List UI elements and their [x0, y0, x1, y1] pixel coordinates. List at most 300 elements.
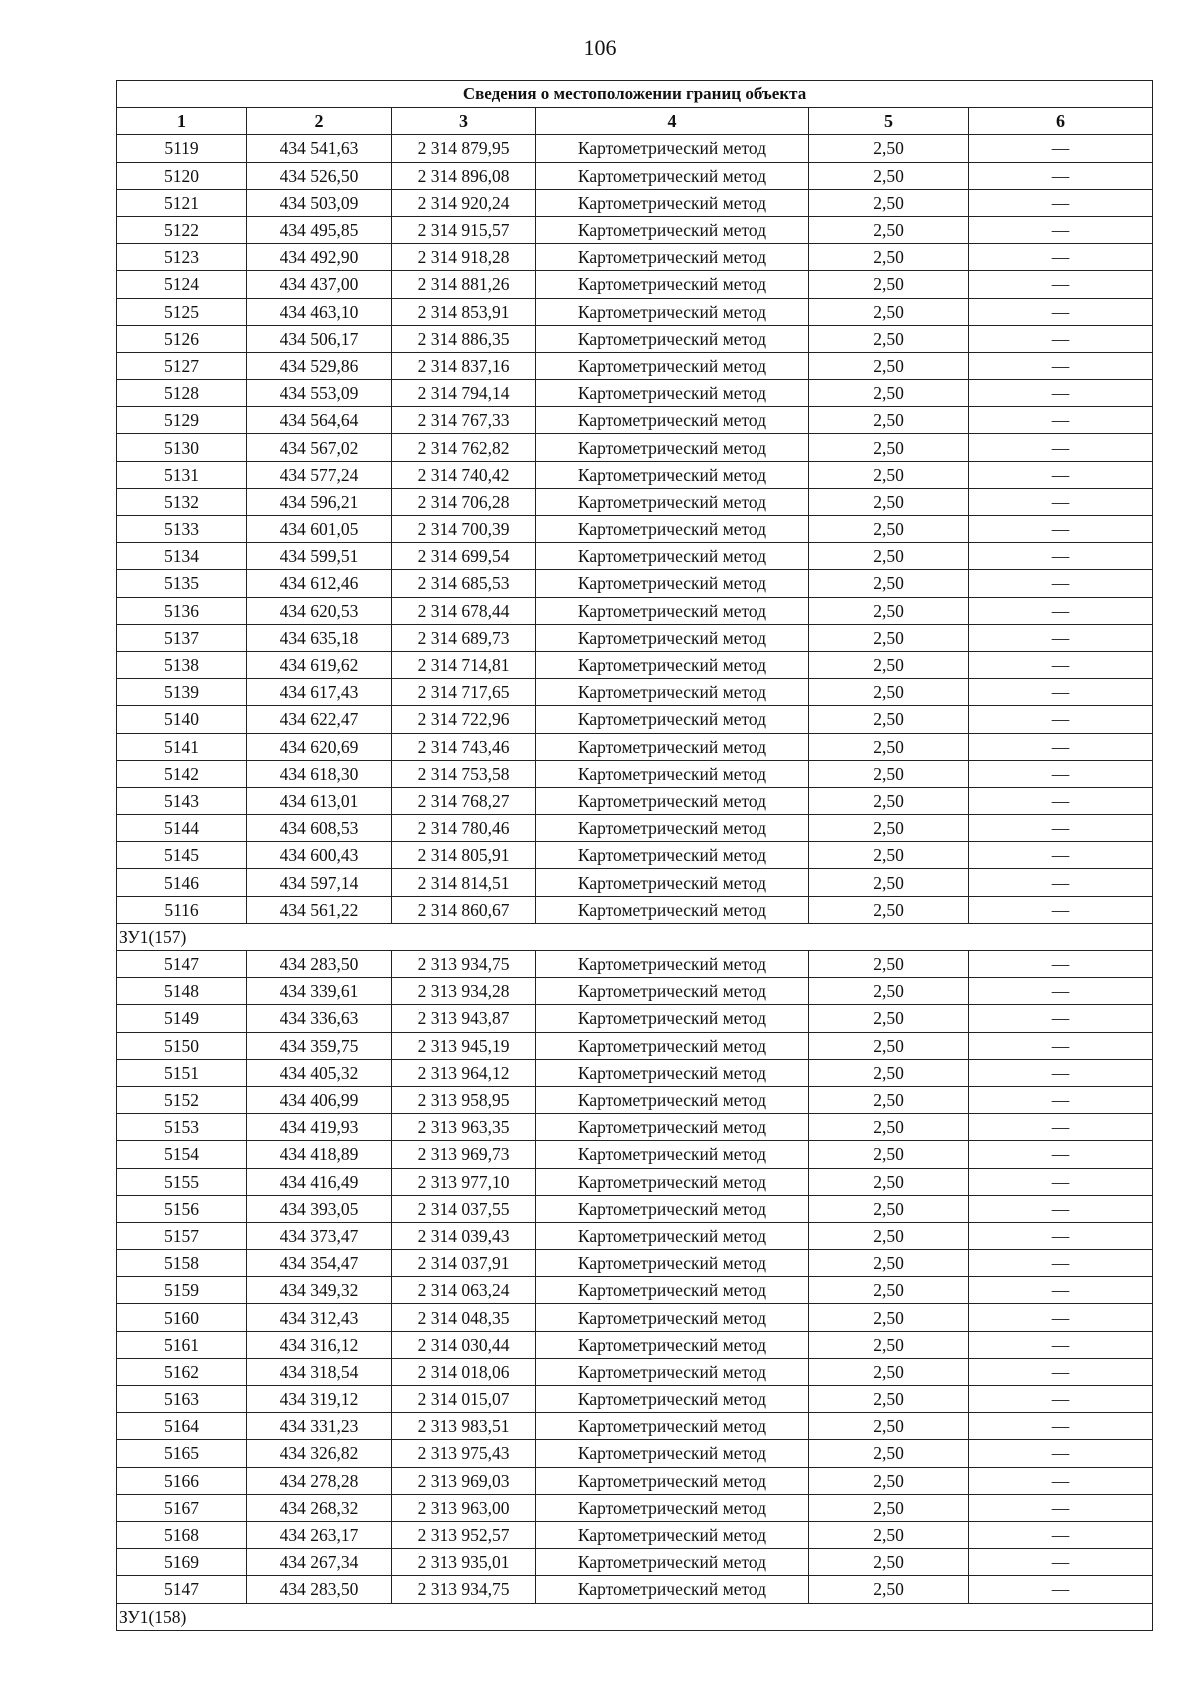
y-coordinate-cell: 2 314 753,58 [392, 760, 536, 787]
y-coordinate-cell: 2 314 814,51 [392, 869, 536, 896]
description-cell: — [969, 298, 1153, 325]
description-cell: — [969, 760, 1153, 787]
description-cell: — [969, 543, 1153, 570]
accuracy-cell: 2,50 [809, 1494, 969, 1521]
y-coordinate-cell: 2 313 969,03 [392, 1467, 536, 1494]
description-cell: — [969, 1005, 1153, 1032]
accuracy-cell: 2,50 [809, 543, 969, 570]
table-row [117, 896, 1153, 923]
accuracy-cell: 2,50 [809, 380, 969, 407]
accuracy-cell: 2,50 [809, 760, 969, 787]
y-coordinate-cell: 2 314 767,33 [392, 407, 536, 434]
y-coordinate-cell: 2 314 037,91 [392, 1250, 536, 1277]
y-coordinate-cell: 2 314 063,24 [392, 1277, 536, 1304]
y-coordinate-cell: 2 314 037,55 [392, 1195, 536, 1222]
x-coordinate-cell: 434 613,01 [247, 787, 392, 814]
y-coordinate-cell: 2 314 915,57 [392, 216, 536, 243]
point-number-cell: 5144 [117, 815, 247, 842]
point-number-cell: 5163 [117, 1386, 247, 1413]
table-row [117, 842, 1153, 869]
x-coordinate-cell: 434 597,14 [247, 869, 392, 896]
description-cell: — [969, 516, 1153, 543]
table-row [117, 461, 1153, 488]
y-coordinate-cell: 2 313 977,10 [392, 1168, 536, 1195]
point-number-cell: 5151 [117, 1059, 247, 1086]
description-cell: — [969, 733, 1153, 760]
description-cell: — [969, 1086, 1153, 1113]
point-number-cell: 5147 [117, 951, 247, 978]
x-coordinate-cell: 434 541,63 [247, 135, 392, 162]
point-number-cell: 5148 [117, 978, 247, 1005]
description-cell: — [969, 244, 1153, 271]
accuracy-cell: 2,50 [809, 1059, 969, 1086]
method-cell: Картометрический метод [536, 651, 809, 678]
method-cell: Картометрический метод [536, 1168, 809, 1195]
method-cell: Картометрический метод [536, 352, 809, 379]
accuracy-cell: 2,50 [809, 1386, 969, 1413]
method-cell: Картометрический метод [536, 951, 809, 978]
y-coordinate-cell: 2 314 700,39 [392, 516, 536, 543]
accuracy-cell: 2,50 [809, 162, 969, 189]
method-cell: Картометрический метод [536, 488, 809, 515]
x-coordinate-cell: 434 373,47 [247, 1222, 392, 1249]
table-row [117, 1086, 1153, 1113]
table-row [117, 271, 1153, 298]
section-label-row [117, 923, 1153, 950]
method-cell: Картометрический метод [536, 624, 809, 651]
y-coordinate-cell: 2 313 964,12 [392, 1059, 536, 1086]
description-cell: — [969, 978, 1153, 1005]
accuracy-cell: 2,50 [809, 733, 969, 760]
point-number-cell: 5134 [117, 543, 247, 570]
x-coordinate-cell: 434 263,17 [247, 1521, 392, 1548]
x-coordinate-cell: 434 612,46 [247, 570, 392, 597]
method-cell: Картометрический метод [536, 1494, 809, 1521]
description-cell: — [969, 597, 1153, 624]
x-coordinate-cell: 434 503,09 [247, 189, 392, 216]
method-cell: Картометрический метод [536, 1005, 809, 1032]
description-cell: — [969, 1440, 1153, 1467]
method-cell: Картометрический метод [536, 516, 809, 543]
table-row [117, 162, 1153, 189]
accuracy-cell: 2,50 [809, 189, 969, 216]
description-cell: — [969, 380, 1153, 407]
y-coordinate-cell: 2 314 722,96 [392, 706, 536, 733]
y-coordinate-cell: 2 313 963,35 [392, 1114, 536, 1141]
accuracy-cell: 2,50 [809, 488, 969, 515]
point-number-cell: 5140 [117, 706, 247, 733]
table-row [117, 189, 1153, 216]
y-coordinate-cell: 2 314 780,46 [392, 815, 536, 842]
table-row [117, 1168, 1153, 1195]
x-coordinate-cell: 434 319,12 [247, 1386, 392, 1413]
y-coordinate-cell: 2 314 853,91 [392, 298, 536, 325]
table-row [117, 488, 1153, 515]
description-cell: — [969, 461, 1153, 488]
y-coordinate-cell: 2 313 969,73 [392, 1141, 536, 1168]
y-coordinate-cell: 2 314 896,08 [392, 162, 536, 189]
x-coordinate-cell: 434 506,17 [247, 325, 392, 352]
method-cell: Картометрический метод [536, 543, 809, 570]
point-number-cell: 5164 [117, 1413, 247, 1440]
method-cell: Картометрический метод [536, 298, 809, 325]
accuracy-cell: 2,50 [809, 706, 969, 733]
y-coordinate-cell: 2 314 699,54 [392, 543, 536, 570]
point-number-cell: 5165 [117, 1440, 247, 1467]
point-number-cell: 5141 [117, 733, 247, 760]
point-number-cell: 5146 [117, 869, 247, 896]
y-coordinate-cell: 2 313 975,43 [392, 1440, 536, 1467]
point-number-cell: 5130 [117, 434, 247, 461]
x-coordinate-cell: 434 283,50 [247, 951, 392, 978]
method-cell: Картометрический метод [536, 325, 809, 352]
method-cell: Картометрический метод [536, 1304, 809, 1331]
method-cell: Картометрический метод [536, 135, 809, 162]
point-number-cell: 5150 [117, 1032, 247, 1059]
y-coordinate-cell: 2 313 963,00 [392, 1494, 536, 1521]
accuracy-cell: 2,50 [809, 624, 969, 651]
x-coordinate-cell: 434 278,28 [247, 1467, 392, 1494]
y-coordinate-cell: 2 314 762,82 [392, 434, 536, 461]
table-row [117, 352, 1153, 379]
description-cell: — [969, 352, 1153, 379]
y-coordinate-cell: 2 314 743,46 [392, 733, 536, 760]
table-row [117, 679, 1153, 706]
y-coordinate-cell: 2 314 794,14 [392, 380, 536, 407]
y-coordinate-cell: 2 314 805,91 [392, 842, 536, 869]
x-coordinate-cell: 434 599,51 [247, 543, 392, 570]
page-number: 106 [583, 35, 617, 60]
description-cell: — [969, 869, 1153, 896]
description-cell: — [969, 1277, 1153, 1304]
y-coordinate-cell: 2 313 983,51 [392, 1413, 536, 1440]
point-number-cell: 5157 [117, 1222, 247, 1249]
point-number-cell: 5122 [117, 216, 247, 243]
accuracy-cell: 2,50 [809, 869, 969, 896]
method-cell: Картометрический метод [536, 1086, 809, 1113]
table-row [117, 1440, 1153, 1467]
description-cell: — [969, 624, 1153, 651]
y-coordinate-cell: 2 313 958,95 [392, 1086, 536, 1113]
x-coordinate-cell: 434 359,75 [247, 1032, 392, 1059]
x-coordinate-cell: 434 316,12 [247, 1331, 392, 1358]
accuracy-cell: 2,50 [809, 1168, 969, 1195]
x-coordinate-cell: 434 326,82 [247, 1440, 392, 1467]
y-coordinate-cell: 2 314 740,42 [392, 461, 536, 488]
table-row [117, 543, 1153, 570]
point-number-cell: 5161 [117, 1331, 247, 1358]
method-cell: Картометрический метод [536, 1250, 809, 1277]
point-number-cell: 5135 [117, 570, 247, 597]
x-coordinate-cell: 434 339,61 [247, 978, 392, 1005]
method-cell: Картометрический метод [536, 978, 809, 1005]
y-coordinate-cell: 2 314 048,35 [392, 1304, 536, 1331]
point-number-cell: 5145 [117, 842, 247, 869]
point-number-cell: 5129 [117, 407, 247, 434]
accuracy-cell: 2,50 [809, 135, 969, 162]
x-coordinate-cell: 434 608,53 [247, 815, 392, 842]
accuracy-cell: 2,50 [809, 434, 969, 461]
y-coordinate-cell: 2 314 685,53 [392, 570, 536, 597]
accuracy-cell: 2,50 [809, 461, 969, 488]
accuracy-cell: 2,50 [809, 1114, 969, 1141]
method-cell: Картометрический метод [536, 1576, 809, 1603]
method-cell: Картометрический метод [536, 1521, 809, 1548]
description-cell: — [969, 135, 1153, 162]
method-cell: Картометрический метод [536, 1467, 809, 1494]
table-row [117, 380, 1153, 407]
table-row [117, 244, 1153, 271]
table-row [117, 325, 1153, 352]
point-number-cell: 5169 [117, 1549, 247, 1576]
accuracy-cell: 2,50 [809, 1304, 969, 1331]
description-cell: — [969, 271, 1153, 298]
method-cell: Картометрический метод [536, 842, 809, 869]
table-row [117, 1195, 1153, 1222]
accuracy-cell: 2,50 [809, 1032, 969, 1059]
point-number-cell: 5139 [117, 679, 247, 706]
accuracy-cell: 2,50 [809, 842, 969, 869]
table-row [117, 733, 1153, 760]
accuracy-cell: 2,50 [809, 244, 969, 271]
point-number-cell: 5159 [117, 1277, 247, 1304]
table-row [117, 1386, 1153, 1413]
accuracy-cell: 2,50 [809, 1549, 969, 1576]
y-coordinate-cell: 2 313 945,19 [392, 1032, 536, 1059]
x-coordinate-cell: 434 418,89 [247, 1141, 392, 1168]
y-coordinate-cell: 2 314 689,73 [392, 624, 536, 651]
method-cell: Картометрический метод [536, 1195, 809, 1222]
description-cell: — [969, 896, 1153, 923]
description-cell: — [969, 1250, 1153, 1277]
y-coordinate-cell: 2 314 015,07 [392, 1386, 536, 1413]
y-coordinate-cell: 2 314 018,06 [392, 1358, 536, 1385]
method-cell: Картометрический метод [536, 1331, 809, 1358]
method-cell: Картометрический метод [536, 1440, 809, 1467]
point-number-cell: 5137 [117, 624, 247, 651]
point-number-cell: 5133 [117, 516, 247, 543]
x-coordinate-cell: 434 618,30 [247, 760, 392, 787]
point-number-cell: 5152 [117, 1086, 247, 1113]
accuracy-cell: 2,50 [809, 516, 969, 543]
point-number-cell: 5149 [117, 1005, 247, 1032]
y-coordinate-cell: 2 314 717,65 [392, 679, 536, 706]
description-cell: — [969, 1032, 1153, 1059]
column-header-row [117, 108, 1153, 135]
description-cell: — [969, 1494, 1153, 1521]
method-cell: Картометрический метод [536, 1222, 809, 1249]
y-coordinate-cell: 2 314 714,81 [392, 651, 536, 678]
y-coordinate-cell: 2 313 952,57 [392, 1521, 536, 1548]
table-row [117, 1114, 1153, 1141]
column-header: 1 [117, 108, 247, 135]
x-coordinate-cell: 434 354,47 [247, 1250, 392, 1277]
x-coordinate-cell: 434 419,93 [247, 1114, 392, 1141]
y-coordinate-cell: 2 314 030,44 [392, 1331, 536, 1358]
column-header: 6 [969, 108, 1153, 135]
point-number-cell: 5119 [117, 135, 247, 162]
description-cell: — [969, 1549, 1153, 1576]
accuracy-cell: 2,50 [809, 325, 969, 352]
method-cell: Картометрический метод [536, 1059, 809, 1086]
point-number-cell: 5160 [117, 1304, 247, 1331]
description-cell: — [969, 842, 1153, 869]
table-row [117, 1222, 1153, 1249]
description-cell: — [969, 815, 1153, 842]
table-row [117, 1277, 1153, 1304]
method-cell: Картометрический метод [536, 869, 809, 896]
point-number-cell: 5124 [117, 271, 247, 298]
description-cell: — [969, 1222, 1153, 1249]
y-coordinate-cell: 2 314 768,27 [392, 787, 536, 814]
table-row [117, 1549, 1153, 1576]
table-row [117, 869, 1153, 896]
table-row [117, 1141, 1153, 1168]
accuracy-cell: 2,50 [809, 1331, 969, 1358]
accuracy-cell: 2,50 [809, 407, 969, 434]
accuracy-cell: 2,50 [809, 1222, 969, 1249]
point-number-cell: 5121 [117, 189, 247, 216]
description-cell: — [969, 216, 1153, 243]
accuracy-cell: 2,50 [809, 679, 969, 706]
table-row [117, 651, 1153, 678]
accuracy-cell: 2,50 [809, 1521, 969, 1548]
point-number-cell: 5123 [117, 244, 247, 271]
table-row [117, 1576, 1153, 1603]
table-row [117, 1358, 1153, 1385]
column-header: 5 [809, 108, 969, 135]
x-coordinate-cell: 434 463,10 [247, 298, 392, 325]
x-coordinate-cell: 434 577,24 [247, 461, 392, 488]
column-header: 3 [392, 108, 536, 135]
method-cell: Картометрический метод [536, 1277, 809, 1304]
y-coordinate-cell: 2 313 934,75 [392, 951, 536, 978]
x-coordinate-cell: 434 336,63 [247, 1005, 392, 1032]
accuracy-cell: 2,50 [809, 1277, 969, 1304]
point-number-cell: 5155 [117, 1168, 247, 1195]
point-number-cell: 5120 [117, 162, 247, 189]
x-coordinate-cell: 434 617,43 [247, 679, 392, 706]
method-cell: Картометрический метод [536, 787, 809, 814]
y-coordinate-cell: 2 314 706,28 [392, 488, 536, 515]
table-row [117, 815, 1153, 842]
accuracy-cell: 2,50 [809, 1250, 969, 1277]
description-cell: — [969, 325, 1153, 352]
method-cell: Картометрический метод [536, 679, 809, 706]
description-cell: — [969, 189, 1153, 216]
y-coordinate-cell: 2 314 920,24 [392, 189, 536, 216]
accuracy-cell: 2,50 [809, 978, 969, 1005]
point-number-cell: 5127 [117, 352, 247, 379]
method-cell: Картометрический метод [536, 733, 809, 760]
method-cell: Картометрический метод [536, 1032, 809, 1059]
accuracy-cell: 2,50 [809, 570, 969, 597]
y-coordinate-cell: 2 314 860,67 [392, 896, 536, 923]
table-row [117, 216, 1153, 243]
method-cell: Картометрический метод [536, 162, 809, 189]
accuracy-cell: 2,50 [809, 597, 969, 624]
point-number-cell: 5136 [117, 597, 247, 624]
point-number-cell: 5143 [117, 787, 247, 814]
x-coordinate-cell: 434 349,32 [247, 1277, 392, 1304]
y-coordinate-cell: 2 313 934,28 [392, 978, 536, 1005]
point-number-cell: 5158 [117, 1250, 247, 1277]
y-coordinate-cell: 2 314 039,43 [392, 1222, 536, 1249]
point-number-cell: 5131 [117, 461, 247, 488]
point-number-cell: 5128 [117, 380, 247, 407]
point-number-cell: 5167 [117, 1494, 247, 1521]
x-coordinate-cell: 434 600,43 [247, 842, 392, 869]
point-number-cell: 5166 [117, 1467, 247, 1494]
accuracy-cell: 2,50 [809, 352, 969, 379]
accuracy-cell: 2,50 [809, 1086, 969, 1113]
table-row [117, 1032, 1153, 1059]
x-coordinate-cell: 434 492,90 [247, 244, 392, 271]
x-coordinate-cell: 434 620,69 [247, 733, 392, 760]
table-row [117, 1005, 1153, 1032]
method-cell: Картометрический метод [536, 189, 809, 216]
x-coordinate-cell: 434 283,50 [247, 1576, 392, 1603]
x-coordinate-cell: 434 596,21 [247, 488, 392, 515]
description-cell: — [969, 1114, 1153, 1141]
table-row [117, 298, 1153, 325]
description-cell: — [969, 407, 1153, 434]
y-coordinate-cell: 2 313 934,75 [392, 1576, 536, 1603]
x-coordinate-cell: 434 526,50 [247, 162, 392, 189]
table-body [117, 135, 1153, 1630]
x-coordinate-cell: 434 268,32 [247, 1494, 392, 1521]
table-row [117, 1467, 1153, 1494]
point-number-cell: 5132 [117, 488, 247, 515]
method-cell: Картометрический метод [536, 1141, 809, 1168]
table-row [117, 624, 1153, 651]
column-header: 4 [536, 108, 809, 135]
method-cell: Картометрический метод [536, 244, 809, 271]
accuracy-cell: 2,50 [809, 1576, 969, 1603]
method-cell: Картометрический метод [536, 271, 809, 298]
table-row [117, 1304, 1153, 1331]
y-coordinate-cell: 2 313 943,87 [392, 1005, 536, 1032]
y-coordinate-cell: 2 314 879,95 [392, 135, 536, 162]
description-cell: — [969, 434, 1153, 461]
description-cell: — [969, 1386, 1153, 1413]
method-cell: Картометрический метод [536, 380, 809, 407]
method-cell: Картометрический метод [536, 1386, 809, 1413]
accuracy-cell: 2,50 [809, 1005, 969, 1032]
accuracy-cell: 2,50 [809, 1358, 969, 1385]
method-cell: Картометрический метод [536, 1358, 809, 1385]
table-row [117, 597, 1153, 624]
section-label: ЗУ1(157) [117, 923, 1153, 950]
x-coordinate-cell: 434 405,32 [247, 1059, 392, 1086]
method-cell: Картометрический метод [536, 1114, 809, 1141]
y-coordinate-cell: 2 314 837,16 [392, 352, 536, 379]
point-number-cell: 5156 [117, 1195, 247, 1222]
description-cell: — [969, 651, 1153, 678]
table-row [117, 1331, 1153, 1358]
description-cell: — [969, 570, 1153, 597]
x-coordinate-cell: 434 553,09 [247, 380, 392, 407]
method-cell: Картометрический метод [536, 815, 809, 842]
table-row [117, 135, 1153, 162]
method-cell: Картометрический метод [536, 461, 809, 488]
description-cell: — [969, 1521, 1153, 1548]
x-coordinate-cell: 434 331,23 [247, 1413, 392, 1440]
x-coordinate-cell: 434 393,05 [247, 1195, 392, 1222]
method-cell: Картометрический метод [536, 760, 809, 787]
accuracy-cell: 2,50 [809, 1467, 969, 1494]
x-coordinate-cell: 434 495,85 [247, 216, 392, 243]
